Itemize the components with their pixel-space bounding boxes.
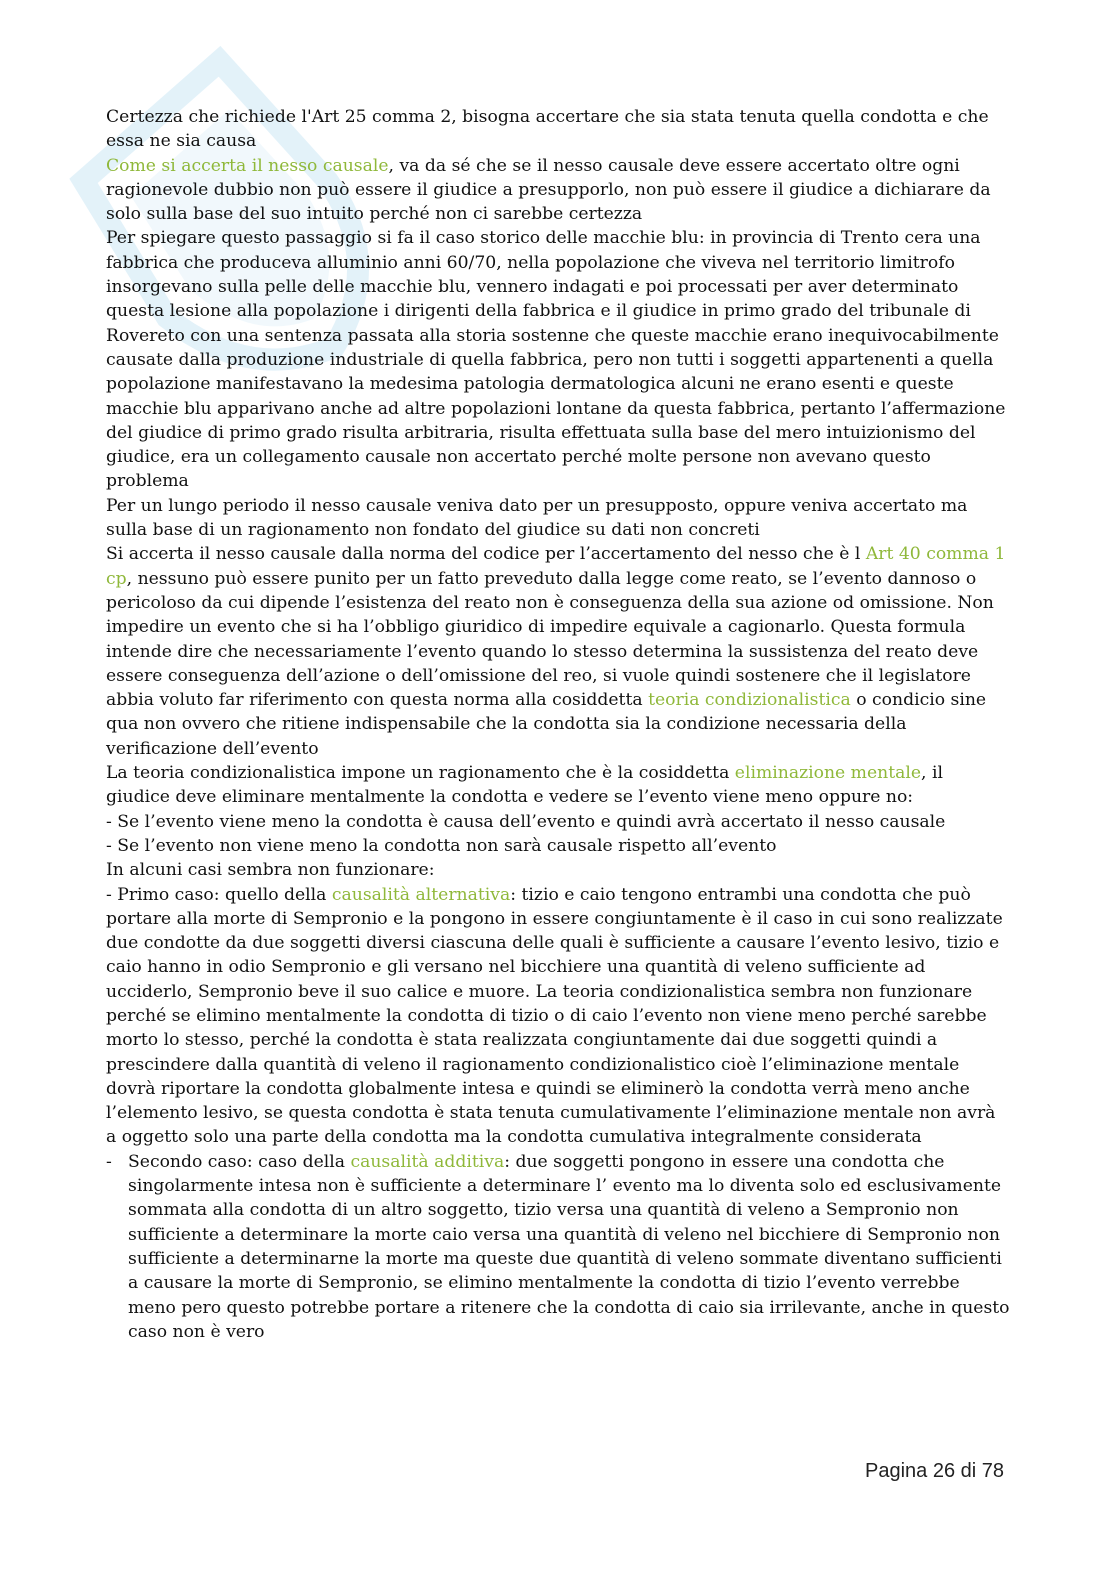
- highlight-term: teoria condizionalistica: [648, 690, 851, 711]
- paragraph: - Se l’evento viene meno la condotta è causa dell’evento e quindi avrà accertato il nesso causale: [106, 811, 946, 832]
- highlight-term: eliminazione mentale: [734, 763, 922, 784]
- paragraph: Si accerta il nesso causale dalla norma del codice per l’accertamento del nesso che è l Art 40 comma 1 cp, nessuno può essere punito per un fatto preveduto dalla legge come reato, se l’evento dannoso o pericoloso da cui dipende l’esistenza del reato non è conseguenza della sua azione od omissione. Non impedire un evento che si ha l’obbligo giuridico di impedire equivale a cagionarlo. Questa formula intende dire che necessariamente l’evento quando lo stesso determina la sussistenza del reato deve essere conseguenza dell’azione o dell’omissione del reo, si vuole quindi sostenere che il legislatore abbia voluto far riferimento con questa norma alla cosiddetta teoria condizionalistica o condicio sine qua non ovvero che ritiene indispensabile che la condotta sia la condizione necessaria della verificazione dell’evento: [106, 544, 1006, 759]
- highlight-term: Come si accerta il nesso causale: [106, 155, 389, 176]
- paragraph: - Se l’evento non viene meno la condotta non sarà causale rispetto all’evento: [106, 835, 777, 856]
- list-item: - Secondo caso: caso della causalità additiva: due soggetti pongono in essere una condotta che singolarmente intesa non è sufficiente a determinare l’ evento ma lo diventa solo ed esclusivamente sommata alla condotta di un altro soggetto, tizio versa una quantità di veleno a Sempronio non sufficiente a determinare la morte caio versa una quantità di veleno nel bicchiere di Sempronio non sufficiente a determinarne la morte ma queste due quantità di veleno sommate diventano sufficienti a causare la morte di Sempronio, se elimino mentalmente la condotta di tizio l’evento verrebbe meno pero questo potrebbe portare a ritenere che la condotta di caio sia irrilevante, anche in questo caso non è vero: [106, 1151, 1010, 1342]
- paragraph: Per un lungo periodo il nesso causale veniva dato per un presupposto, oppure veniva accertato ma sulla base di un ragionamento non fondato del giudice su dati non concreti: [106, 495, 968, 541]
- highlight-term: causalità additiva: [350, 1151, 505, 1172]
- highlight-term: causalità alternativa: [331, 884, 511, 905]
- paragraph: Certezza che richiede l'Art 25 comma 2, bisogna accertare che sia stata tenuta quella condotta e che essa ne sia causa: [106, 107, 989, 152]
- paragraph: Per spiegare questo passaggio si fa il caso storico delle macchie blu: in provincia di Trento cera una fabbrica che produceva alluminio anni 60/70, nella popolazione che viveva nel territorio limitrofo insorgevano sulla pelle delle macchie blu, vennero indagati e poi processati per aver determinato questa lesione alla popolazione i dirigenti della fabbrica e il giudice in primo grado del tribunale di Rovereto con una sentenza passata alla storia sostenne che queste macchie erano inequivocabilmente causate dalla produzione industriale di quella fabbrica, pero non tutti i soggetti appartenenti a quella popolazione manifestavano la medesima patologia dermatologica alcuni ne erano esenti e queste macchie blu apparivano anche ad altre popolazioni lontane da questa fabbrica, pertanto l’affermazione del giudice di primo grado risulta arbitraria, risulta effettuata sulla base del mero intuizionismo del giudice, era un collegamento causale non accertato perché molte persone non avevano questo problema: [106, 228, 1006, 492]
- document-body: [106, 105, 1011, 1344]
- paragraph: In alcuni casi sembra non funzionare:: [106, 860, 435, 881]
- list-dash: -: [106, 1151, 112, 1172]
- highlight-term: Art 40 comma 1 cp: [106, 544, 1006, 589]
- page-number: Pagina 26 di 78: [864, 1460, 1004, 1482]
- paragraph: La teoria condizionalistica impone un ragionamento che è la cosiddetta eliminazione mentale, il giudice deve eliminare mentalmente la condotta e vedere se l’evento viene meno oppure no:: [106, 763, 943, 808]
- paragraph: Come si accerta il nesso causale, va da sé che se il nesso causale deve essere accertato oltre ogni ragionevole dubbio non può essere il giudice a presupporlo, non può essere il giudice a dichiarare da solo sulla base del suo intuito perché non ci sarebbe certezza: [106, 155, 991, 225]
- paragraph: - Primo caso: quello della causalità alternativa: tizio e caio tengono entrambi una condotta che può portare alla morte di Sempronio e la pongono in essere congiuntamente è il caso in cui sono realizzate due condotte da due soggetti diversi ciascuna delle quali è sufficiente a causare l’evento lesivo, tizio e caio hanno in odio Sempronio e gli versano nel bicchiere una quantità di veleno sufficiente ad ucciderlo, Sempronio beve il suo calice e muore. La teoria condizionalistica sembra non funzionare perché se elimino mentalmente la condotta di tizio o di caio l’evento non viene meno perché sarebbe morto lo stesso, perché la condotta è stata realizzata congiuntamente dai due soggetti quindi a prescindere dalla quantità di veleno il ragionamento condizionalistico cioè l’eliminazione mentale dovrà riportare la condotta globalmente intesa e quindi se eliminerò la condotta verrà meno anche l’elemento lesivo, se questa condotta è stata tenuta cumulativamente l’eliminazione mentale non avrà a oggetto solo una parte della condotta ma la condotta cumulativa integralmente considerata: [106, 884, 1003, 1148]
